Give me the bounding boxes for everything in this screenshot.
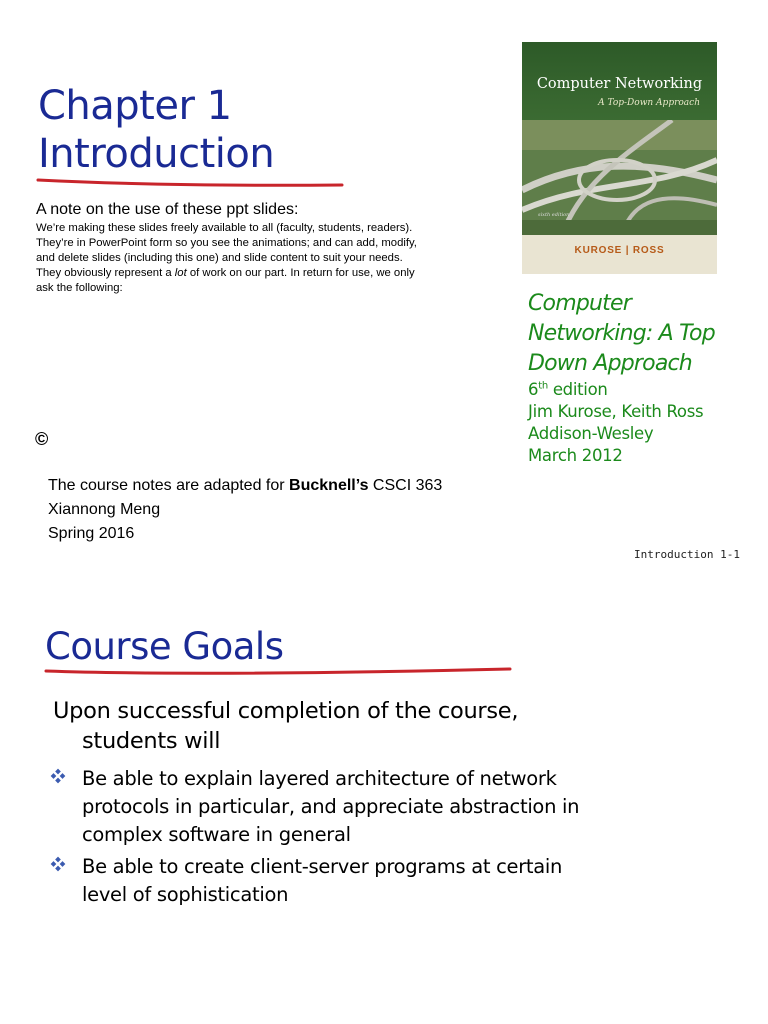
goal-item bbox=[50, 853, 690, 909]
slide-title-line-2: Introduction bbox=[38, 131, 275, 177]
course-notes-line-1 bbox=[48, 474, 442, 498]
note-text: They obviously represent a bbox=[36, 267, 175, 279]
course-notes-course: CSCI 363 bbox=[368, 477, 443, 494]
slide-title-line-1: Chapter 1 bbox=[38, 83, 232, 129]
edition-suffix: th bbox=[538, 380, 548, 392]
lead-line-1: Upon successful completion of the course, bbox=[53, 698, 519, 724]
edition-word: edition bbox=[547, 380, 608, 399]
course-notes bbox=[48, 474, 442, 546]
note-line: We’re making these slides freely available to all (faculty, students, readers). bbox=[36, 222, 413, 234]
note-text: of work on our part. In return for use, we only bbox=[186, 267, 415, 279]
course-notes-school: Bucknell’s bbox=[289, 477, 369, 494]
cover-authors: KUROSE | ROSS bbox=[574, 245, 665, 256]
goal-line: complex software in general bbox=[82, 823, 351, 846]
cover-edition: sixth edition bbox=[538, 212, 570, 218]
book-edition bbox=[528, 379, 715, 401]
book-date: March 2012 bbox=[528, 446, 623, 465]
title-underline bbox=[44, 665, 514, 679]
note-line: and delete slides (including this one) and slide content to suit your needs. bbox=[36, 252, 403, 264]
book-meta bbox=[528, 379, 715, 467]
book-info bbox=[528, 289, 715, 467]
edition-number: 6 bbox=[528, 380, 539, 399]
book-cover-image bbox=[522, 42, 717, 274]
book-publisher: Addison-Wesley bbox=[528, 424, 654, 443]
course-notes-prefix: The course notes are adapted for bbox=[48, 477, 290, 494]
cover-title: Computer Networking bbox=[536, 76, 703, 92]
course-notes-term: Spring 2016 bbox=[48, 525, 135, 542]
goal-line: protocols in particular, and appreciate abstraction in bbox=[82, 795, 580, 818]
lead-text bbox=[53, 696, 518, 756]
diamond-bullet-icon bbox=[50, 768, 66, 784]
book-title-line: Networking: A Top bbox=[528, 321, 715, 346]
goal-line: Be able to explain layered architecture of network bbox=[82, 767, 557, 790]
title-underline bbox=[36, 176, 346, 190]
slide-number: Introduction 1-1 bbox=[634, 548, 740, 561]
course-notes-author: Xiannong Meng bbox=[48, 501, 161, 518]
note-heading: A note on the use of these ppt slides: bbox=[36, 201, 299, 218]
goal-item bbox=[50, 765, 690, 849]
note-line: ask the following: bbox=[36, 282, 123, 294]
book-authors: Jim Kurose, Keith Ross bbox=[528, 402, 704, 421]
lead-line-2: students will bbox=[82, 728, 221, 754]
book-title-line: Down Approach bbox=[528, 351, 692, 376]
copyright-symbol: © bbox=[35, 429, 49, 449]
slide-2 bbox=[0, 585, 768, 1024]
goal-line: Be able to create client-server programs at certain bbox=[82, 855, 563, 878]
note-line: They’re in PowerPoint form so you see the animations; and can add, modify, bbox=[36, 237, 417, 249]
cover-subtitle: A Top-Down Approach bbox=[598, 98, 700, 108]
note-line bbox=[36, 266, 486, 281]
goal-line: level of sophistication bbox=[82, 883, 289, 906]
book-title-line: Computer bbox=[528, 291, 631, 316]
note-emphasis: lot bbox=[174, 267, 187, 279]
note-body bbox=[36, 221, 486, 296]
goal-list bbox=[50, 765, 690, 913]
slide-title: Course Goals bbox=[45, 625, 284, 668]
book-title bbox=[528, 289, 715, 379]
diamond-bullet-icon bbox=[50, 856, 66, 872]
